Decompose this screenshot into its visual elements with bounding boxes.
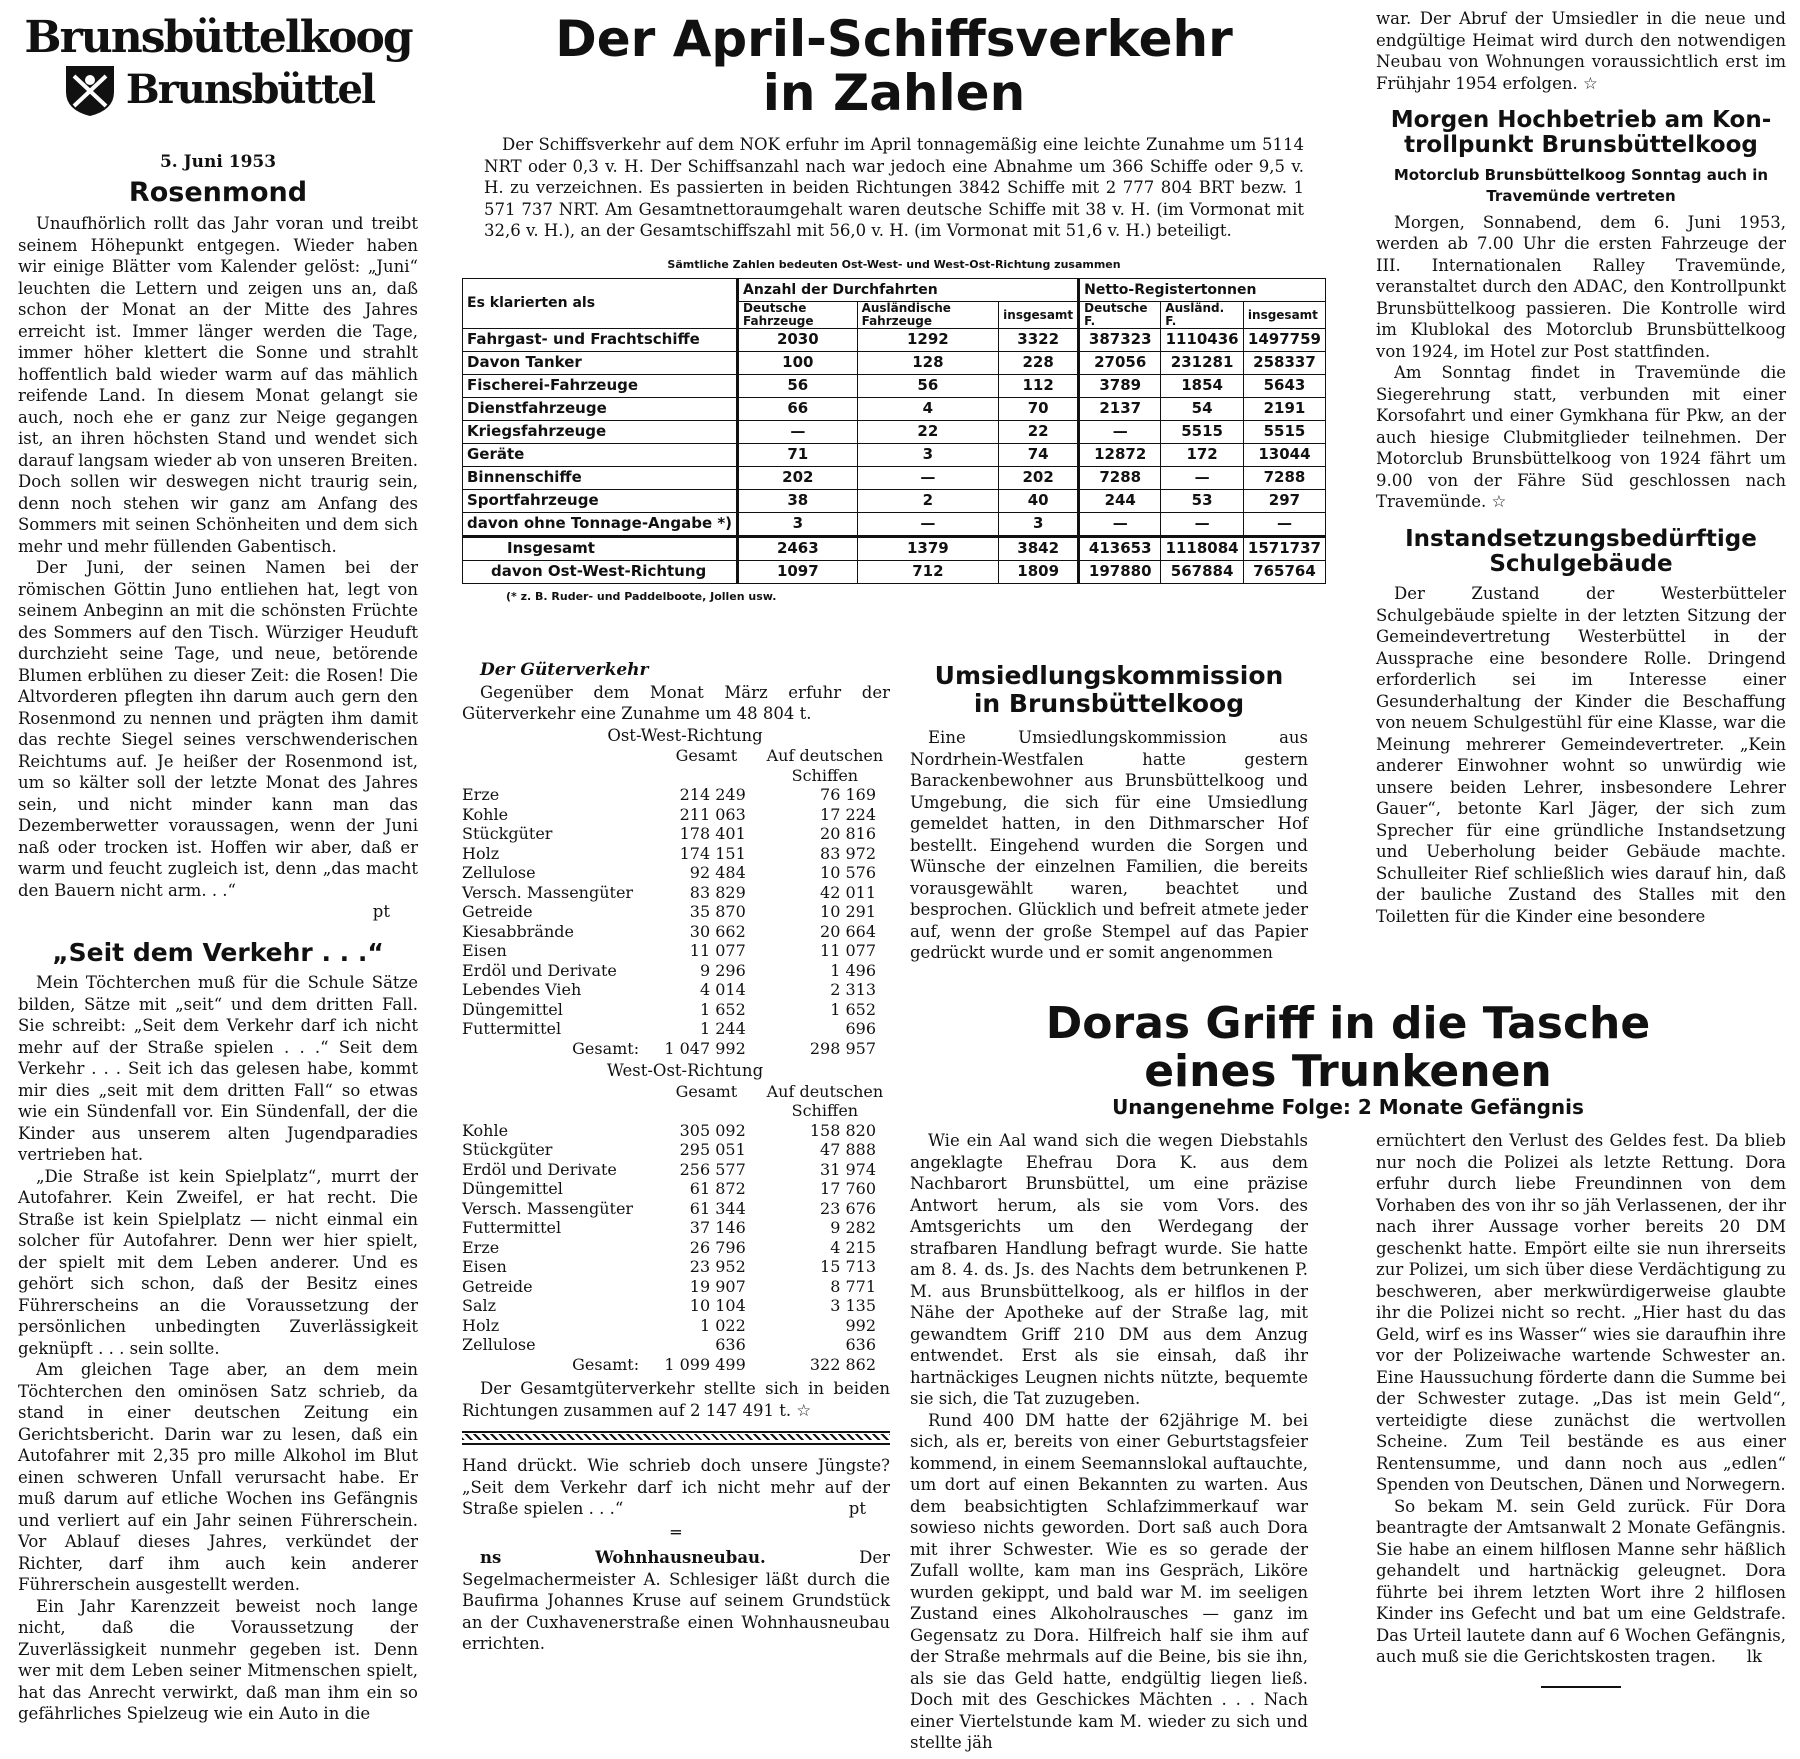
row-value: 1379 — [857, 537, 999, 561]
row-value: 3 — [738, 513, 858, 537]
goods-total: 178 401 — [679, 824, 746, 843]
doras-paragraph: Wie ein Aal wand sich die wegen Diebstahls angeklagte Ehefrau Dora K. aus dem Nachbarort Brunsbüttel, um eine präzise Antwort herum, als sie vom Vors. des Amtsgerichts um den Werdegang der strafbaren Handlung befragt wurde. Sie hatte am 8. 4. ds. Js. des Nachts dem betrunkenen P. M. aus Brunsbüttelkoog, als er hilflos in der Nähe der Apotheke auf der Straße lag, mit gewandtem Griff 210 DM aus dem Anzug entwendet. Erst als sie einsah, daß ihr hartnäckiges Leugnen nichts nützte, bequemte sie sich, die Tat zuzugeben. — [910, 1131, 1308, 1408]
goods-german: 17 760 — [820, 1179, 876, 1198]
row-value: 172 — [1161, 444, 1244, 467]
row-label: Davon Tanker — [463, 352, 738, 375]
row-value: 1292 — [857, 329, 999, 352]
morgen-title-line2: trollpunkt Brunsbüttelkoog — [1404, 132, 1758, 159]
rosenmond-title: Rosenmond — [128, 176, 308, 208]
row-value: — — [857, 467, 999, 490]
goods-german: 158 820 — [809, 1120, 876, 1140]
goods-german: 76 169 — [820, 785, 876, 804]
row-value: — — [1079, 513, 1161, 537]
row-value: 3789 — [1079, 375, 1161, 398]
goods-row — [462, 1296, 890, 1316]
row-value: 1497759 — [1243, 329, 1325, 352]
row-label: Fischerei-Fahrzeuge — [463, 375, 738, 398]
verkehr-paragraph: Am gleichen Tage aber, an dem mein Töchterchen den ominösen Satz schrieb, da stand in einer deutschen Zeitung ein Gerichtsbericht. Darin war zu lesen, daß ein Autofahrer mit 2,35 pro mille Alkohol im Blut einen schweren Unfall verursacht habe. Er muß darum auf etliche Wochen ins Gefängnis und verliert auf ein Jahr seinen Führerschein. Vor Ablauf dieses Jahres, verkündet der Richter, darf ihm auch kein anderer Führerschein ausgestellt werden. — [18, 1360, 418, 1595]
goods-row — [462, 1000, 890, 1020]
morgen-title-line1: Morgen Hochbetrieb am Kon- — [1390, 107, 1772, 133]
row-value: 258337 — [1243, 352, 1325, 375]
verkehr-paragraph: Ein Jahr Karenzzeit beweist noch lange nicht, daß die Voraussetzung der Zuverlässigkeit nunmehr gegeben ist. Denn wer mit dem Leben seiner Mitmenschen spielt, hat das Anrecht verwirkt, daß man ihm ein so gefährliches Spielzeug wie ein Auto in die — [18, 1596, 418, 1724]
umsiedlung-article — [910, 662, 1308, 964]
goods-name: Zellulose — [462, 1335, 536, 1354]
goods-german: 1 496 — [830, 960, 876, 980]
row-value: 112 — [999, 375, 1079, 398]
doras-paragraph: So bekam M. sein Geld zurück. Für Dora beantragte der Amtsanwalt 2 Monate Gefängnis. Sie habe an einem hilflosen Manne sehr häßlich gehandelt und hartnäckig geleugnet. Dora führte bei ihrem letzten Wort ihre 2 hilflosen Kinder ins Gefecht und bat um eine Geldstrafe. Das Urteil lautete dann auf 6 Wochen Gefängnis, auch muß sie die Gerichtskosten tragen. lk — [1376, 1496, 1786, 1666]
verkehr-paragraph: Mein Töchterchen muß für die Schule Sätze bilden, Sätze mit „seit“ und dem dritten Fall. Sie schreibt: „Seit dem Verkehr darf ich nicht mehr auf der Straße spielen . . .“ Seit dem Verkehr . . . Seit ich das gelesen habe, kommt mir dies „seit mit dem dritten Fall“ so etwas wie ein Sündenfall vor. Ein Sündenfall, der die Kinder aus unserem alten Jugendparadies vertrieben hat. — [18, 973, 418, 1165]
april-headline-line2: in Zahlen — [762, 64, 1026, 122]
goods-name: Lebendes Vieh — [462, 980, 582, 999]
goods-total: 92 484 — [689, 863, 746, 882]
row-value: 70 — [999, 398, 1079, 421]
goods-total: 19 907 — [689, 1276, 746, 1296]
april-intro: Der Schiffsverkehr auf dem NOK erfuhr im April tonnagemäßig eine leichte Zunahme um 5114 NRT oder 0,3 v. H. Der Schiffsanzahl nach war jedoch eine Abnahme um 366 Schiffe oder 9,5 v. H. zu verzeichnen. Es passierten in beiden Richtungen 3842 Schiffe mit 2 777 804 BRT bezw. 1 571 737 NRT. Am Gesamtnettoraumgehalt waren deutsche Schiffe mit 38 v. H. (im Vormonat mit 32,6 v. H.), an der Gesamtschiffszahl mit 56,0 v. H. (im Vormonat mit 51,6 v. H.) beteiligt. — [484, 135, 1304, 240]
table-row — [463, 329, 1326, 352]
table-row — [463, 561, 1326, 584]
masthead-town-top: Brunsbüttelkoog — [24, 12, 412, 63]
doras-headline-line1: Doras Griff in die Tasche — [1045, 998, 1651, 1049]
goods-german: 42 011 — [820, 882, 876, 902]
row-value: 5515 — [1243, 421, 1325, 444]
shipping-table — [462, 278, 1326, 584]
masthead — [18, 14, 418, 118]
row-value: 3 — [857, 444, 999, 467]
row-label: Insgesamt — [463, 537, 738, 561]
goods-name: Eisen — [462, 941, 507, 960]
table-header-passages: Anzahl der Durchfahrten — [738, 279, 1079, 302]
goods-german: 696 — [845, 1019, 876, 1038]
end-star-icon: ☆ — [796, 1400, 812, 1420]
ow-goods-table — [462, 746, 890, 1058]
goods-name: Versch. Massengüter — [462, 1198, 634, 1218]
goods-row — [462, 785, 890, 805]
table-header-tonnage: Netto-Registertonnen — [1079, 279, 1326, 302]
row-label: davon Ost-West-Richtung — [463, 561, 738, 584]
goods-name: Erdöl und Derivate — [462, 1159, 617, 1179]
doras-subheadline: Unangenehme Folge: 2 Monate Gefängnis — [1112, 1095, 1584, 1120]
goods-intro: Gegenüber dem Monat März erfuhr der Güterverkehr eine Zunahme um 48 804 t. — [462, 682, 890, 723]
row-value: 128 — [857, 352, 999, 375]
wo-goods-table — [462, 1082, 890, 1375]
row-label: Fahrgast- und Frachtschiffe — [463, 329, 738, 352]
doras-signature: lk — [1746, 1647, 1762, 1666]
row-value: 2137 — [1079, 398, 1161, 421]
goods-total-label: Gesamt: — [572, 1354, 640, 1374]
goods-german: 8 771 — [830, 1276, 876, 1296]
goods-german: 10 576 — [820, 863, 876, 882]
goods-name: Kiesabbrände — [462, 921, 574, 941]
row-value: 22 — [999, 421, 1079, 444]
row-value: 66 — [738, 398, 858, 421]
table-row — [463, 513, 1326, 537]
goods-name: Düngemittel — [462, 999, 563, 1019]
col-gesamt: Gesamt — [675, 746, 738, 765]
goods-german: 31 974 — [820, 1159, 876, 1179]
goods-name: Zellulose — [462, 863, 536, 882]
table-row — [463, 398, 1326, 421]
column-left — [18, 8, 418, 1725]
row-value: 2030 — [738, 329, 858, 352]
goods-name: Salz — [462, 1296, 497, 1315]
schule-title-line1: Instandsetzungsbedürftige — [1405, 525, 1757, 552]
row-label: Binnenschiffe — [463, 467, 738, 490]
shipping-table-body — [463, 329, 1326, 584]
goods-name: Versch. Massengüter — [462, 882, 634, 902]
goods-total: 83 829 — [689, 882, 746, 902]
rosenmond-paragraph: Der Juni, der seinen Namen bei der römischen Göttin Juno entliehen hat, legt von seinem Anbeginn an mit die schönsten Früchte des Sommers auf den Tisch. Würziger Heuduft durchzieht seine Tage, und neue, betörende Blumen erblühen zu dieser Zeit: die Rosen! Die Altvorderen pflegten ihn darum auch gern den Rosenmond zu nennen und prägten ihm damit das rechte Siegel seines verschwenderischen Reichtums auf. Je heißer der Rosenmond ist, um so kälter soll der letzte Monat des Jahres sein, und nicht minder kann man das Dezemberwetter voraussagen, wenn der Juni naß oder trocken ist. Hoffen wir aber, daß er warm und feucht zugleich ist, denn „das macht den Bauern nicht arm. . .“ — [18, 558, 418, 900]
goods-row — [462, 1238, 890, 1258]
row-value: 12872 — [1079, 444, 1161, 467]
row-value: 297 — [1243, 490, 1325, 513]
goods-name: Erze — [462, 785, 500, 804]
goods-german: 23 676 — [820, 1198, 876, 1218]
row-value: — — [1243, 513, 1325, 537]
table-row — [463, 467, 1326, 490]
row-value: 13044 — [1243, 444, 1325, 467]
morgen-paragraph: Am Sonntag findet in Travemünde die Siegerehrung statt, verbunden mit einer Korsofahrt und einer Gymkhana für Pkw, an der auch hiesige Clubmitglieder teilnehmen. Der Motorclub Brunsbüttelkoog von 1924 fährt um 9.00 von der Fähre Süd geschlossen nach Travemünde. ☆ — [1376, 363, 1786, 512]
goods-total: 11 077 — [689, 941, 746, 960]
goods-total: 305 092 — [679, 1120, 746, 1140]
table-col-header: Ausländische Fahrzeuge — [857, 302, 999, 329]
umsiedlung-continuation: war. Der Abruf der Umsiedler in die neue und endgültige Heimat wird durch den notwendigen Neubau von Wohnungen voraussichtlich erst im Frühjahr 1954 erfolgen. ☆ — [1376, 9, 1786, 93]
goods-name: Futtermittel — [462, 1218, 562, 1237]
umsiedlung-paragraph: Eine Umsiedlungskommission aus Nordrhein-Westfalen hatte gestern Barackenbewohner aus Brunsbüttelkoog und Umgebung, die sich für eine Umsiedlung gemeldet hatten, in den Dithmarscher Hof bestellt. Eingehend wurden die Sorgen und Wünsche der einzelnen Familien, die bereits vorausgewählt waren, beachtet und besprochen. Glücklich und befreit atmete jeder auf, wenn der große Stempel auf das Papier gedrückt wurde und er somit angenommen — [910, 728, 1308, 962]
goods-german: 4 215 — [830, 1237, 876, 1257]
goods-total: 1 022 — [699, 1315, 746, 1335]
row-value: 567884 — [1161, 561, 1244, 584]
row-value: 2463 — [738, 537, 858, 561]
goods-row — [462, 1335, 890, 1355]
row-value: 202 — [999, 467, 1079, 490]
town-crest-icon — [62, 62, 118, 118]
row-value: 197880 — [1079, 561, 1161, 584]
row-value: — — [857, 513, 999, 537]
row-value: — — [1161, 513, 1244, 537]
row-value: 54 — [1161, 398, 1244, 421]
doras-column-2 — [1376, 1130, 1786, 1688]
row-value: 2 — [857, 490, 999, 513]
goods-name: Futtermittel — [462, 1019, 562, 1038]
row-label: davon ohne Tonnage-Angabe *) — [463, 513, 738, 537]
table-col-header: insgesamt — [1243, 302, 1325, 329]
goods-row — [462, 844, 890, 864]
row-value: 56 — [738, 375, 858, 398]
goods-row — [462, 883, 890, 903]
goods-total: 1 244 — [699, 1019, 746, 1038]
end-star-icon: ☆ — [1491, 492, 1507, 512]
goods-total: 30 662 — [689, 921, 746, 941]
goods-row — [462, 902, 890, 922]
row-value: 2191 — [1243, 398, 1325, 421]
umsiedlung-title-line1: Umsiedlungskommission — [934, 661, 1284, 690]
goods-row — [462, 980, 890, 1000]
goods-name: Kohle — [462, 1120, 509, 1140]
goods-total: 35 870 — [689, 902, 746, 921]
goods-row — [462, 1019, 890, 1039]
goods-total: 214 249 — [679, 785, 746, 804]
row-value: 7288 — [1079, 467, 1161, 490]
row-label: Dienstfahrzeuge — [463, 398, 738, 421]
col-deutsch-2: Schiffen — [791, 1101, 859, 1120]
table-footnote: (* z. B. Ruder- und Paddelboote, Jollen usw. — [506, 590, 777, 603]
table-row — [463, 444, 1326, 467]
row-value: 1118084 — [1161, 537, 1244, 561]
col-gesamt: Gesamt — [675, 1081, 738, 1101]
doras-column-1 — [910, 1130, 1308, 1754]
masthead-town-bottom: Brunsbüttel — [125, 66, 375, 113]
row-value: 5643 — [1243, 375, 1325, 398]
column-right — [1376, 8, 1786, 927]
goods-german: 15 713 — [820, 1257, 876, 1276]
row-value: 3322 — [999, 329, 1079, 352]
goods-name: Erze — [462, 1237, 500, 1257]
doras-paragraph: ernüchtert den Verlust des Geldes fest. Da blieb nur noch die Polizei als letzte Rettung. Dora erfuhr durch liebe Freundinnen von dem Vorhaben des von ihr so jäh Verlassenen, der ihr nach ihrer Aussage vorher bereits 20 DM geschenkt hatte. Empört eilte sie nun ihrerseits zur Polizei, um sich über diese Verdächtigung zu beschweren, aber merkwürdigerweise glaubte ihr die Polizei nicht so recht. „Hier hast du das Geld, wirf es ins Wasser“ wies sie daraufhin ihre vor der Polizeiwache wartende Schwester an. Eine Haussuchung förderte dann die Summe bei der Schwester zutage. „Das ist mein Geld“, verteidigte diese zunächst die wertvollen Scheine. Zum Teil bestände es aus einer Rentensumme, und dann noch aus „edlen“ Spenden von Deutschen, Dänen und Norwegern. — [1376, 1131, 1786, 1494]
doras-paragraph: Rund 400 DM hatte der 62jährige M. bei sich, als er, bereits von einer Geburtstagsfeier kommend, in einem Seemannslokal auftauchte, um dort auf einen Bekannten zu warten. Aus dem beabsichtigten Schlafzimmerkauf war sowieso nichts geworden. Dort saß auch Dora mit ihrer Schwester. Wie es so gerade der Zufall wollte, kam man ins Gespräch, Liköre wurden gekippt, und bald war M. im seeligen Zustand eines Alkoholrausches — ganz im Gegensatz zu Dora. Hilfreich half sie ihm auf der Straße mehrmals auf die Beine, bis sie ihn, als sie das Geld hatte, endgültig liegen ließ. Doch mit des Geschickes Mächten . . . Nach einer Viertelstunde kam M. wieder zu sich und stellte jäh — [910, 1410, 1308, 1752]
row-value: 3 — [999, 513, 1079, 537]
rosenmond-signature: pt — [372, 902, 390, 922]
table-row — [463, 375, 1326, 398]
goods-name: Getreide — [462, 902, 533, 921]
schule-title-line2: Schulgebäude — [1489, 550, 1673, 577]
goods-name: Stückgüter — [462, 1140, 553, 1159]
goods-name: Kohle — [462, 804, 509, 824]
goods-total: 37 146 — [689, 1218, 746, 1237]
row-value: 53 — [1161, 490, 1244, 513]
table-col-header: Ausländ. F. — [1161, 302, 1244, 329]
goods-row — [462, 941, 890, 961]
goods-total: 26 796 — [689, 1237, 746, 1257]
goods-name: Erdöl und Derivate — [462, 960, 617, 980]
row-value: 5515 — [1161, 421, 1244, 444]
goods-german: 3 135 — [830, 1296, 876, 1315]
doras-article — [910, 1000, 1786, 1127]
equals-divider-icon: ═ — [671, 1522, 681, 1542]
goods-total: 211 063 — [679, 804, 746, 824]
row-value: 413653 — [1079, 537, 1161, 561]
table-col-header: Deutsche F. — [1079, 302, 1161, 329]
goods-total: 4 014 — [699, 980, 746, 999]
goods-total: 9 296 — [699, 960, 746, 980]
goods-row — [462, 805, 890, 825]
goods-total-row — [462, 1039, 890, 1059]
row-value: 56 — [857, 375, 999, 398]
goods-total-label: Gesamt: — [572, 1038, 640, 1058]
goods-german: 20 816 — [820, 824, 876, 843]
goods-name: Holz — [462, 1315, 500, 1335]
row-value: 71 — [738, 444, 858, 467]
goods-total: 295 051 — [679, 1140, 746, 1159]
table-caption: Sämtliche Zahlen bedeuten Ost-West- und West-Ost-Richtung zusammen — [667, 257, 1121, 271]
verkehr-signature: pt — [848, 1499, 866, 1518]
row-label: Geräte — [463, 444, 738, 467]
row-value: 1110436 — [1161, 329, 1244, 352]
goods-summary: Der Gesamtgüterverkehr stellte sich in beiden Richtungen zusammen auf 2 147 491 t. ☆ — [462, 1379, 890, 1420]
row-value: 765764 — [1243, 561, 1325, 584]
goods-total: 256 577 — [679, 1159, 746, 1179]
goods-row — [462, 1121, 890, 1141]
row-value: 74 — [999, 444, 1079, 467]
table-row — [463, 352, 1326, 375]
goods-german: 992 — [845, 1315, 876, 1335]
goods-name: Getreide — [462, 1276, 533, 1296]
end-rule — [1541, 1686, 1621, 1688]
goods-row — [462, 961, 890, 981]
row-value: — — [1161, 467, 1244, 490]
wo-direction-title: West-Ost-Richtung — [606, 1061, 764, 1080]
goods-german: 11 077 — [820, 941, 876, 960]
goods-name: Düngemittel — [462, 1179, 563, 1198]
doras-headline-line2: eines Trunkenen — [1144, 1045, 1552, 1097]
row-value: 27056 — [1079, 352, 1161, 375]
row-value: 1571737 — [1243, 537, 1325, 561]
table-row — [463, 490, 1326, 513]
wave-divider — [462, 1431, 890, 1445]
col-deutsch: Auf deutschen — [766, 746, 884, 765]
goods-german: 83 972 — [820, 843, 876, 863]
rosenmond-paragraph: Unaufhörlich rollt das Jahr voran und treibt seinem Höhepunkt entgegen. Wieder haben wir einige Blätter vom Kalender gelöst: „Juni“ leuchten die Lettern und zeigen uns an, daß schon der Monat an der Mitte des Jahres erreicht ist. Immer länger werden die Tage, immer höher klettert die Sonne und strahlt hoffentlich bald wieder warm auf das mählich reifende Land. In diesem Monat gelangt sie auch, noch ehe er ganz zur Neige gegangen ist, an ihren höchsten Stand und wendet sich darauf langsam wieder ab von unseren Breiten. Doch sollen wir deswegen nicht traurig sein, denn noch stehen wir ganz am Anfang des Sommers mit seinen Schönheiten und dem sich mehr und mehr füllenden Gabentisch. — [18, 214, 418, 556]
goods-total-sum: 1 047 992 — [664, 1038, 746, 1058]
row-value: 228 — [999, 352, 1079, 375]
verkehr-continuation: Hand drückt. Wie schrieb doch unsere Jüngste? „Seit dem Verkehr darf ich nicht mehr auf der Straße spielen . . .“ pt — [462, 1456, 890, 1518]
row-value: 22 — [857, 421, 999, 444]
goods-german: 1 652 — [830, 999, 876, 1019]
goods-german: 10 291 — [820, 902, 876, 921]
goods-german: 636 — [845, 1335, 876, 1354]
table-row — [463, 421, 1326, 444]
goods-german: 20 664 — [820, 921, 876, 941]
table-row — [463, 537, 1326, 561]
col-deutsch: Auf deutschen — [766, 1081, 884, 1101]
row-value: 244 — [1079, 490, 1161, 513]
row-value: 231281 — [1161, 352, 1244, 375]
goods-name: Eisen — [462, 1257, 507, 1276]
goods-title: Der Güterverkehr — [480, 660, 649, 680]
goods-total: 174 151 — [679, 843, 746, 863]
row-value: 38 — [738, 490, 858, 513]
goods-total-row — [462, 1355, 890, 1375]
goods-row — [462, 1218, 890, 1238]
row-value: 1854 — [1161, 375, 1244, 398]
row-value: 1097 — [738, 561, 858, 584]
schule-paragraph: Der Zustand der Westerbütteler Schulgebäude spielte in der letzten Sitzung der Gemeindevertretung Westerbüttel in der Aussprache eine besondere Rolle. Dringend erforderlich sei im Interesse einer Gesunderhaltung der Kinder die Beschaffung von neuem Schulgestühl für eine Klasse, war die Meinung mehrerer Gemeindevertreter. „Kein anderer Einwohner wohnt so unwürdig wie unsere beiden Lehrer, insbesondere Lehrer Gauer“, betonte Karl Jäger, der sich zum Sprecher für eine gründliche Instandsetzung und Ueberholung beider Gebäude machte. Schulleiter Rief schließlich wies darauf hin, daß der bauliche Zustand des Stalles mit den Toiletten für die Kinder eine besondere — [1376, 584, 1786, 926]
verkehr-title: „Seit dem Verkehr . . .“ — [52, 937, 384, 967]
goods-row — [462, 922, 890, 942]
goods-row — [462, 1199, 890, 1219]
row-value: — — [738, 421, 858, 444]
goods-column — [462, 660, 890, 1655]
issue-date: 5. Juni 1953 — [159, 152, 277, 172]
goods-row — [462, 1179, 890, 1199]
goods-total: 10 104 — [689, 1296, 746, 1315]
row-value: 202 — [738, 467, 858, 490]
goods-row — [462, 863, 890, 883]
row-value: 4 — [857, 398, 999, 421]
row-value: 3842 — [999, 537, 1079, 561]
row-label: Sportfahrzeuge — [463, 490, 738, 513]
goods-total-german: 298 957 — [809, 1038, 876, 1058]
april-article — [462, 12, 1326, 612]
table-col-header: Deutsche Fahrzeuge — [738, 302, 858, 329]
row-value: 40 — [999, 490, 1079, 513]
goods-total: 1 652 — [699, 999, 746, 1019]
goods-total: 61 872 — [689, 1179, 746, 1198]
row-value: 1809 — [999, 561, 1079, 584]
umsiedlung-title-line2: in Brunsbüttelkoog — [973, 688, 1245, 718]
goods-row — [462, 824, 890, 844]
morgen-subtitle: Motorclub Brunsbüttelkoog Sonntag auch in Travemünde vertreten — [1393, 165, 1769, 206]
wohnhaus-notice: ns Wohnhausneubau. Der Segelmachermeister A. Schlesiger läßt durch die Baufirma Johannes Kruse auf seinem Grundstück an der Cuxhavenerstraße einen Wohnhausneubau errichten. — [462, 1548, 890, 1653]
col-deutsch-2: Schiffen — [791, 765, 859, 785]
goods-german: 2 313 — [830, 980, 876, 999]
row-value: 7288 — [1243, 467, 1325, 490]
goods-row — [462, 1140, 890, 1160]
goods-name: Holz — [462, 843, 500, 863]
goods-german: 47 888 — [820, 1140, 876, 1159]
row-value: 712 — [857, 561, 999, 584]
goods-row — [462, 1316, 890, 1336]
goods-row — [462, 1277, 890, 1297]
goods-total: 61 344 — [689, 1198, 746, 1218]
end-star-icon: ☆ — [1582, 73, 1598, 93]
goods-row — [462, 1160, 890, 1180]
table-header-label: Es klarierten als — [463, 279, 738, 329]
april-headline-line1: Der April-Schiffsverkehr — [555, 10, 1233, 68]
goods-total: 636 — [715, 1335, 746, 1354]
morgen-paragraph: Morgen, Sonnabend, dem 6. Juni 1953, werden ab 7.00 Uhr die ersten Fahrzeuge der III. Internationalen Ralley Travemünde, veranstaltet durch den ADAC, den Kontrollpunkt Brunsbüttelkoog passieren. Die Kontrolle wird im Klublokal des Motorclub Brunsbüttelkoog von 1924, im Hotel zur Post stattfinden. — [1376, 212, 1786, 361]
row-value: — — [1079, 421, 1161, 444]
row-label: Kriegsfahrzeuge — [463, 421, 738, 444]
ow-direction-title: Ost-West-Richtung — [607, 725, 763, 745]
goods-name: Stückgüter — [462, 824, 553, 843]
goods-total-sum: 1 099 499 — [664, 1354, 746, 1374]
row-value: 100 — [738, 352, 858, 375]
table-col-header: insgesamt — [999, 302, 1079, 329]
goods-german: 17 224 — [820, 804, 876, 824]
goods-german: 9 282 — [830, 1218, 876, 1237]
row-value: 387323 — [1079, 329, 1161, 352]
verkehr-paragraph: „Die Straße ist kein Spielplatz“, murrt der Autofahrer. Kein Zweifel, er hat recht. Die Straße ist kein Spielplatz — nicht einmal ein solcher für Autofahrer. Denn wer hier spielt, der spielt mit dem Leben anderer. Und es gehört sich schon, daß der Besitz eines Führerscheins an die Voraussetzung der persönlichen unbedingten Zuverlässigkeit geknüpft . . . sein sollte. — [18, 1166, 418, 1358]
goods-total-german: 322 862 — [809, 1354, 876, 1374]
goods-total: 23 952 — [689, 1257, 746, 1276]
goods-row — [462, 1257, 890, 1277]
